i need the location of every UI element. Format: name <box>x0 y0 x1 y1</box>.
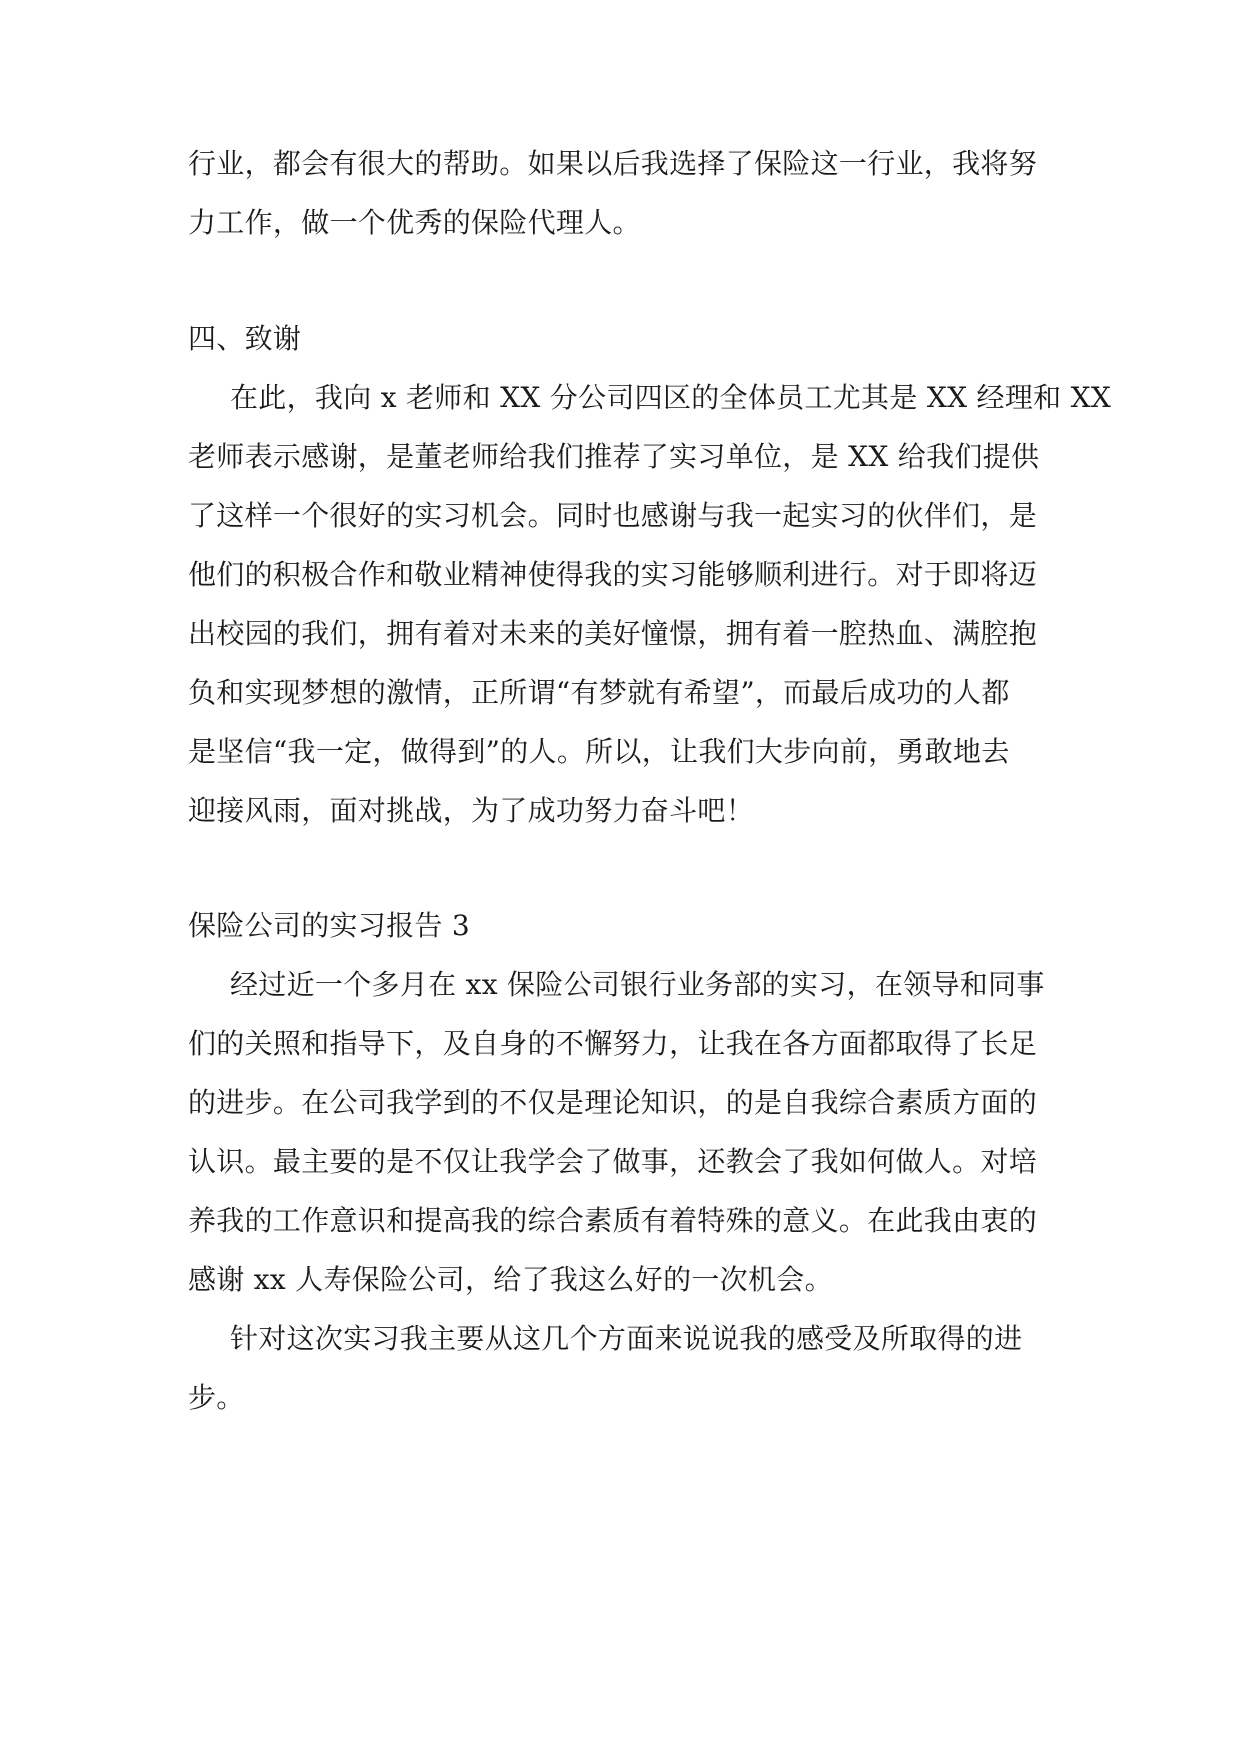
report-p1-line-1: 经过近一个多月在 xx 保险公司银行业务部的实习，在领导和同事 <box>230 968 1045 1001</box>
thanks-line-3: 了这样一个很好的实习机会。同时也感谢与我一起实习的伙伴们，是 <box>188 499 1038 532</box>
report-title: 保险公司的实习报告 3 <box>188 909 471 942</box>
thanks-line-2: 老师表示感谢，是董老师给我们推荐了实习单位，是 XX 给我们提供 <box>188 440 1040 473</box>
report-p1-line-5: 养我的工作意识和提高我的综合素质有着特殊的意义。在此我由衷的 <box>188 1204 1038 1237</box>
report-p1-line-3: 的进步。在公司我学到的不仅是理论知识，的是自我综合素质方面的 <box>188 1086 1038 1119</box>
report-p1-line-6: 感谢 xx 人寿保险公司，给了我这么好的一次机会。 <box>188 1263 833 1296</box>
intro-line-2: 力工作，做一个优秀的保险代理人。 <box>188 206 641 239</box>
thanks-line-7: 是坚信“我一定，做得到”的人。所以，让我们大步向前，勇敢地去 <box>188 735 1010 768</box>
report-p1-line-4: 认识。最主要的是不仅让我学会了做事，还教会了我如何做人。对培 <box>188 1145 1038 1178</box>
thanks-line-5: 出校园的我们，拥有着对未来的美好憧憬，拥有着一腔热血、满腔抱 <box>188 617 1038 650</box>
thanks-line-4: 他们的积极合作和敬业精神使得我的实习能够顺利进行。对于即将迈 <box>188 558 1038 591</box>
section-heading-thanks: 四、致谢 <box>188 322 302 355</box>
intro-line-1: 行业，都会有很大的帮助。如果以后我选择了保险这一行业，我将努 <box>188 147 1038 180</box>
report-p2-line-1: 针对这次实习我主要从这几个方面来说说我的感受及所取得的进 <box>230 1322 1023 1355</box>
report-p2-line-2: 步。 <box>188 1381 245 1414</box>
thanks-line-8: 迎接风雨，面对挑战，为了成功努力奋斗吧！ <box>188 794 755 827</box>
thanks-line-1: 在此，我向 x 老师和 XX 分公司四区的全体员工尤其是 XX 经理和 XX <box>230 381 1112 414</box>
report-p1-line-2: 们的关照和指导下，及自身的不懈努力，让我在各方面都取得了长足 <box>188 1027 1038 1060</box>
thanks-line-6: 负和实现梦想的激情，正所谓“有梦就有希望”，而最后成功的人都 <box>188 676 1010 709</box>
